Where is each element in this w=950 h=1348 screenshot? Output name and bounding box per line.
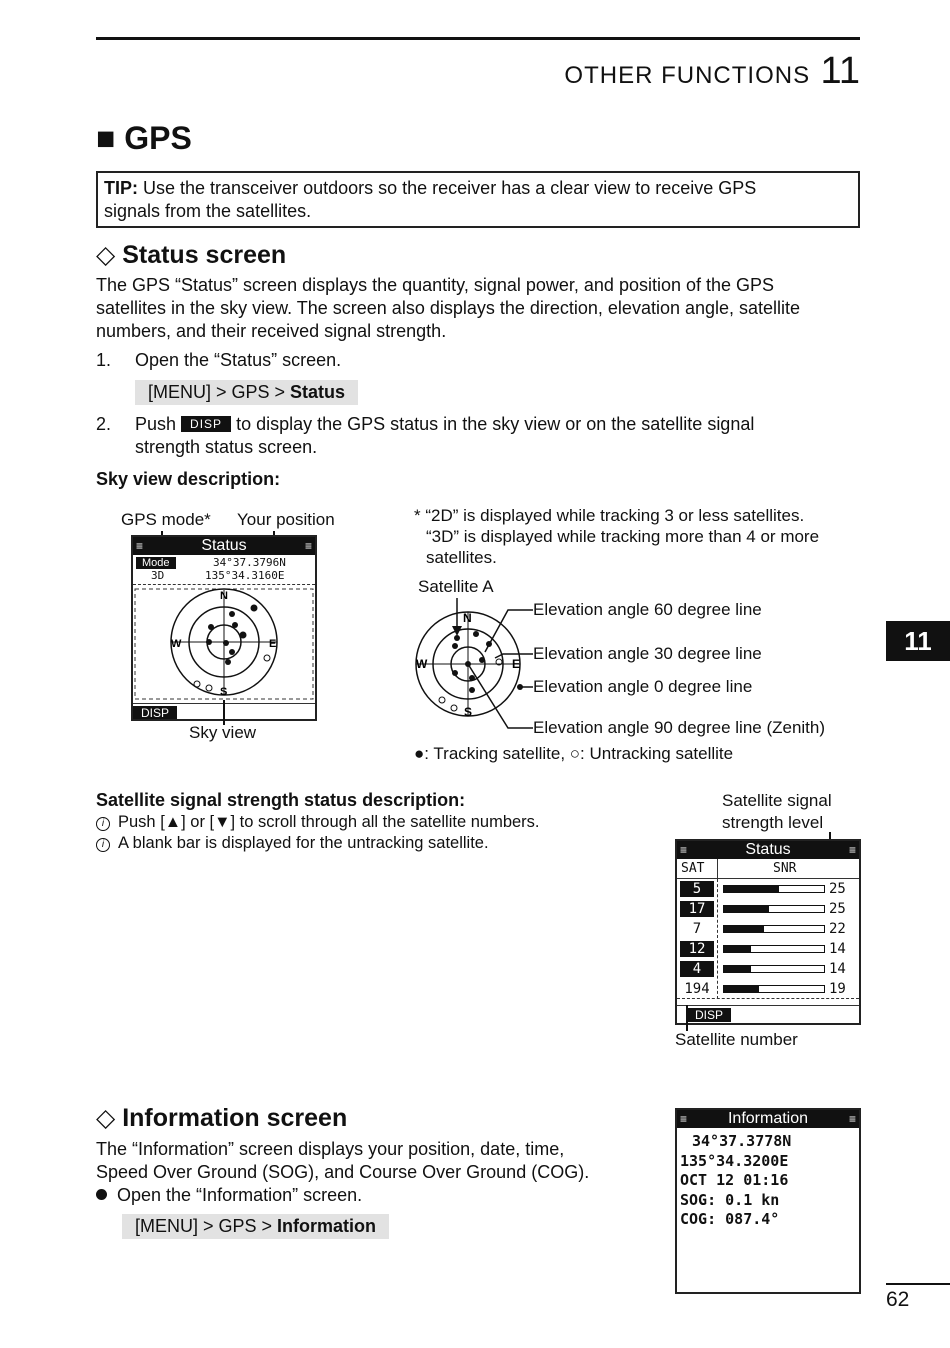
info-icon: i	[96, 817, 110, 831]
sky-view-lcd	[131, 535, 317, 721]
signal-bar-fill	[724, 946, 751, 952]
diagram-compass-n: N	[463, 611, 472, 625]
satellite-number: 7	[680, 921, 714, 937]
satellite-number: 4	[680, 961, 714, 977]
label-elevation-30: Elevation angle 30 degree line	[533, 644, 762, 663]
diamond-icon: ◇	[96, 241, 116, 269]
chapter-side-tab: 11	[886, 621, 950, 661]
signal-row	[677, 879, 859, 899]
compass-s: S	[220, 686, 228, 698]
status-menu-path: [MENU] > GPS > Status	[135, 380, 358, 405]
disp-key-icon: DISP	[181, 416, 231, 432]
signal-rows	[677, 879, 859, 999]
information-lcd	[675, 1108, 861, 1294]
lcd-position-row	[133, 555, 315, 585]
status-intro: The GPS “Status” screen displays the quantity, signal power, and position of the GPS satellites in the sky view. The screen also displays the direction, elevation angle, satellite numbers, and their received signal strength.	[96, 275, 801, 341]
signal-bar	[723, 985, 825, 993]
page-title: ■ GPS	[96, 120, 192, 156]
info-icon: i	[96, 838, 110, 852]
label-elevation-0: Elevation angle 0 degree line	[533, 677, 753, 696]
section-title: OTHER FUNCTIONS	[564, 62, 811, 89]
signal-row	[677, 919, 859, 939]
signal-row	[677, 939, 859, 959]
signal-bar	[723, 945, 825, 953]
satellite-number-leader	[686, 1005, 688, 1031]
signal-bar-fill	[724, 886, 779, 892]
signal-bar-fill	[724, 986, 759, 992]
signal-lcd	[675, 839, 861, 1025]
snr-value: 19	[829, 981, 846, 997]
signal-bar	[723, 885, 825, 893]
signal-disp-softkey: DISP	[687, 1008, 731, 1022]
signal-bar-fill	[724, 966, 751, 972]
signal-bar-fill	[724, 926, 764, 932]
information-screen-heading: ◇ Information screen	[96, 1104, 348, 1132]
info-longitude: 135°34.3200E	[680, 1151, 789, 1170]
signal-row	[677, 959, 859, 979]
menu-icon: ≡	[848, 843, 856, 857]
signal-row	[677, 899, 859, 919]
tip-label: TIP:	[104, 178, 138, 198]
snr-value: 14	[829, 941, 846, 957]
label-elevation-90: Elevation angle 90 degree line (Zenith)	[533, 718, 826, 737]
signal-row	[677, 979, 859, 999]
info-latitude: 34°37.3778N	[692, 1132, 792, 1150]
menu-icon: ≡	[304, 539, 312, 553]
info-date-time: OCT 12 01:16	[680, 1171, 789, 1189]
compass-n: N	[220, 590, 228, 602]
step-1-text: Open the “Status” screen.	[135, 350, 342, 370]
tip-box: TIP: Use the transceiver outdoors so the receiver has a clear view to receive GPS signals from the satellites.	[96, 171, 860, 228]
step-1-number: 1.	[96, 350, 112, 370]
menu-icon: ≡	[680, 843, 688, 857]
sky-view-heading: Sky view description:	[96, 469, 281, 489]
menu-icon: ≡	[136, 539, 144, 553]
signal-bar	[723, 905, 825, 913]
satellite-number: 12	[680, 941, 714, 957]
lcd-title-bar: ≡ Status ≡	[133, 537, 315, 555]
snr-value: 14	[829, 961, 846, 977]
info-cog: COG: 087.4°	[680, 1210, 780, 1228]
heading-square-icon: ■	[96, 120, 116, 156]
step-2-number: 2.	[96, 414, 112, 434]
satellite-number: 17	[680, 901, 714, 917]
header-rule	[96, 37, 860, 40]
latitude-value: 34°37.3796N	[213, 556, 286, 569]
signal-column-headers	[677, 859, 859, 879]
label-satellite-a: Satellite A	[418, 577, 494, 596]
label-sky-view: Sky view	[189, 723, 257, 742]
signal-lcd-title-bar: ≡ Status ≡	[677, 841, 859, 859]
signal-lcd-bottom-bar	[677, 1005, 859, 1023]
label-elevation-60: Elevation angle 60 degree line	[533, 600, 762, 619]
signal-bullets: i Push [▲] or [▼] to scroll through all the satellite numbers. i A blank bar is displayed for the untracking satellite.	[96, 812, 540, 854]
label-satellite-number: Satellite number	[675, 1030, 798, 1049]
diagram-compass-e: E	[512, 657, 521, 671]
gps-mode-note: * “2D” is displayed while tracking 3 or less satellites. “3D” is displayed while tracking more than 4 or more satellites.	[414, 506, 820, 567]
information-lcd-body	[677, 1128, 859, 1234]
signal-bar	[723, 925, 825, 933]
longitude-value: 135°34.3160E	[205, 569, 285, 582]
diagram-compass-w: W	[416, 657, 428, 671]
signal-bar	[723, 965, 825, 973]
label-gps-mode: GPS mode*	[121, 510, 211, 529]
skyview-leader-line	[223, 700, 225, 725]
information-menu-path: [MENU] > GPS > Information	[122, 1214, 389, 1239]
snr-value: 25	[829, 901, 846, 917]
sat-column-divider	[717, 879, 718, 999]
snr-value: 25	[829, 881, 846, 897]
label-your-position: Your position	[237, 510, 335, 529]
mode-value: 3D	[151, 569, 165, 582]
col-sat: SAT	[681, 861, 705, 876]
status-screen-heading: ◇ Status screen	[96, 241, 287, 269]
diagram-compass-s: S	[464, 705, 473, 719]
step-2-text: Push DISP to display the GPS status in the sky view or on the satellite signal strength status screen.	[135, 414, 755, 457]
page-number: 62	[886, 1288, 910, 1311]
information-intro: The “Information” screen displays your position, date, time, Speed Over Ground (SOG), and Course Over Ground (COG). Open the “Information” screen.	[96, 1139, 590, 1205]
compass-w: W	[171, 638, 182, 650]
compass-e: E	[269, 638, 277, 650]
bullet-icon	[96, 1189, 107, 1200]
sky-view-plot	[133, 587, 315, 703]
chapter-number: 11	[820, 50, 860, 92]
mode-label: Mode	[136, 557, 176, 569]
satellite-legend: ●: Tracking satellite, ○: Untracking satellite	[414, 744, 734, 763]
disp-softkey: DISP	[133, 706, 177, 720]
menu-icon: ≡	[848, 1112, 856, 1126]
running-header	[564, 50, 860, 93]
col-snr: SNR	[773, 861, 797, 876]
diamond-icon: ◇	[96, 1104, 116, 1132]
snr-value: 22	[829, 921, 846, 937]
satellite-number: 194	[680, 981, 714, 997]
info-sog: SOG: 0.1 kn	[680, 1190, 780, 1209]
information-lcd-title-bar: ≡ Information ≡	[677, 1110, 859, 1128]
signal-bar-fill	[724, 906, 769, 912]
signal-heading: Satellite signal strength status description:	[96, 790, 466, 810]
label-signal-level: Satellite signal strength level	[722, 791, 832, 832]
menu-icon: ≡	[680, 1112, 688, 1126]
page-number-rule	[886, 1283, 950, 1285]
satellite-number: 5	[680, 881, 714, 897]
